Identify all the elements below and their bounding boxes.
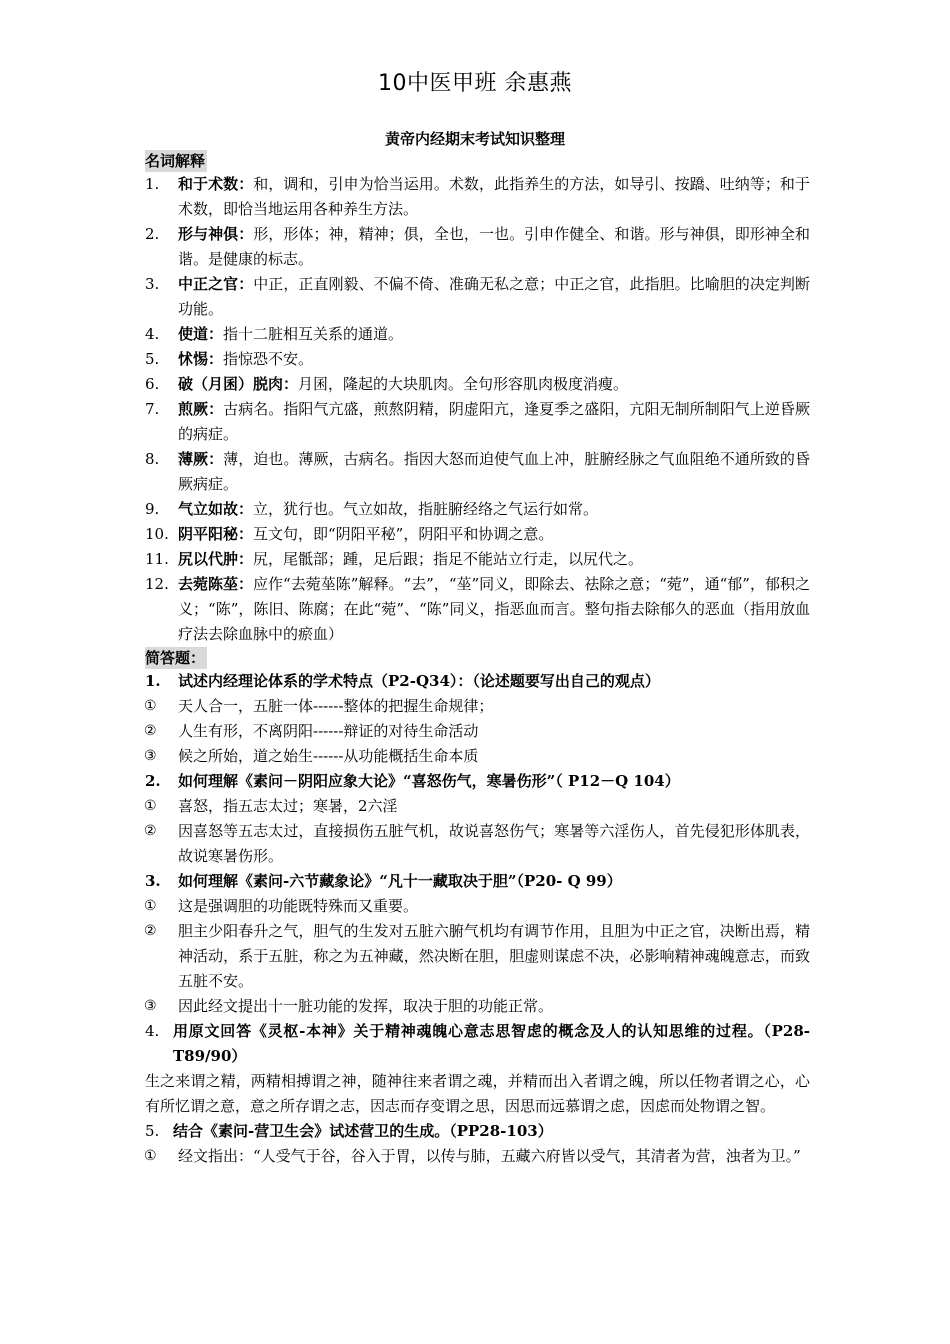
answer-item — [145, 994, 810, 1019]
term-word: 形与神俱： — [178, 225, 254, 243]
term-word: 阴平阳秘： — [178, 525, 254, 543]
term-item — [145, 272, 810, 322]
question-4 — [145, 1019, 810, 1069]
circled-number: ① — [144, 1148, 157, 1164]
circled-number: ① — [144, 698, 157, 714]
item-number: 6. — [145, 375, 160, 393]
question-2 — [145, 769, 810, 794]
circled-number: ① — [144, 898, 157, 914]
item-number: 1. — [145, 175, 160, 193]
answer-text: 人生有形，不离阴阳------辩证的对待生命活动 — [178, 722, 479, 740]
answer-text: 胆主少阳春升之气，胆气的生发对五脏六腑气机均有调节作用，且胆为中正之官，决断出焉，精神活动，系于五脏，称之为五神藏，然决断在胆，胆虚则谋虑不决，必影响精神魂魄意志，而致五脏不安。 — [178, 922, 810, 990]
term-item — [145, 372, 810, 397]
item-number: 12. — [145, 575, 169, 593]
term-definition: 薄，迫也。薄厥，古病名。指因大怒而迫使气血上冲，脏腑经脉之气血阻绝不通所致的昏厥病症。 — [178, 450, 810, 493]
term-item — [145, 347, 810, 372]
circled-number: ② — [144, 923, 157, 939]
term-item — [145, 522, 810, 547]
term-item — [145, 222, 810, 272]
item-number: 3. — [145, 275, 160, 293]
document-title: 黄帝内经期末考试知识整理 — [384, 130, 565, 148]
term-definition: 尻，尾骶部；踵，足后跟；指足不能站立行走，以尻代之。 — [253, 550, 644, 568]
term-item — [145, 397, 810, 447]
circled-number: ② — [144, 823, 157, 839]
question-3 — [145, 869, 810, 894]
term-item — [145, 447, 810, 497]
item-number: 9. — [145, 500, 160, 518]
term-definition: 立，犹行也。气立如故，指脏腑经络之气运行如常。 — [253, 500, 599, 518]
answer-text: 因此经文提出十一脏功能的发挥，取决于胆的功能正常。 — [178, 997, 554, 1015]
term-item — [145, 322, 810, 347]
section-heading-terms — [145, 150, 810, 172]
term-item — [145, 497, 810, 522]
document-body — [145, 150, 810, 1169]
term-definition: 指惊恐不安。 — [223, 350, 314, 368]
answer-paragraph: 生之来谓之精，两精相搏谓之神，随神往来者谓之魂，并精而出入者谓之魄，所以任物者谓之心，心有所忆谓之意，意之所存谓之志，因志而存变谓之思，因思而远慕谓之虑，因虑而处物谓之智。 — [145, 1072, 810, 1115]
answer-text: 喜怒，指五志太过；寒暑，2六淫 — [178, 797, 398, 815]
answer-text: 天人合一，五脏一体------整体的把握生命规律； — [178, 697, 494, 715]
circled-number: ③ — [144, 748, 157, 764]
question-number: 3. — [145, 872, 161, 890]
question-text: 用原文回答《灵枢-本神》关于精神魂魄心意志思智虑的概念及人的认知思维的过程。（P28-T89/90） — [173, 1022, 810, 1065]
item-number: 10. — [145, 525, 169, 543]
term-word: 薄厥： — [178, 450, 224, 468]
term-definition: 古病名。指阳气亢盛，煎熬阴精，阴虚阳亢，逢夏季之盛阳，亢阳无制所制阳气上逆昏厥的病症。 — [178, 400, 810, 443]
item-number: 4. — [145, 325, 160, 343]
answer-text: 因喜怒等五志太过，直接损伤五脏气机，故说喜怒伤气；寒暑等六淫伤人，首先侵犯形体肌表，故说寒暑伤形。 — [178, 822, 810, 865]
question-text: 如何理解《素问-六节藏象论》“凡十一藏取决于胆”（P20- Q 99） — [178, 872, 622, 890]
term-word: 和于术数： — [178, 175, 254, 193]
section-label: 名词解释 — [145, 152, 206, 170]
question-number: 5. — [145, 1122, 160, 1140]
answer-item — [145, 1144, 810, 1169]
question-text: 如何理解《素问－阴阳应象大论》“喜怒伤气，寒暑伤形”（ P12－Q 104） — [178, 772, 680, 790]
term-definition: 形，形体；神，精神；俱，全也，一也。引申作健全、和谐。形与神俱，即形神全和谐。是健康的标志。 — [178, 225, 810, 268]
term-definition: 中正，正直刚毅、不偏不倚、准确无私之意；中正之官，此指胆。比喻胆的决定判断功能。 — [178, 275, 810, 318]
term-word: 气立如故： — [178, 500, 254, 518]
answer-item — [145, 694, 810, 719]
answer-item — [145, 894, 810, 919]
item-number: 2. — [145, 225, 160, 243]
question-5 — [145, 1119, 810, 1144]
answer-item — [145, 919, 810, 994]
question-text: 试述内经理论体系的学术特点（P2-Q34）：（论述题要写出自己的观点） — [178, 672, 660, 690]
circled-number: ③ — [144, 998, 157, 1014]
term-definition: 指十二脏相互关系的通道。 — [223, 325, 404, 343]
item-number: 11. — [145, 550, 169, 568]
term-word: 破（月囷）脱肉： — [178, 375, 299, 393]
circled-number: ① — [144, 798, 157, 814]
answer-item — [145, 794, 810, 819]
answer-item — [145, 719, 810, 744]
item-number: 7. — [145, 400, 160, 418]
term-item — [145, 547, 810, 572]
section-heading-short-answer — [145, 647, 810, 669]
term-definition: 互文句，即“阴阳平秘”，阴阳平和协调之意。 — [253, 525, 554, 543]
term-word: 尻以代肿： — [178, 550, 254, 568]
item-number: 8. — [145, 450, 160, 468]
circled-number: ② — [144, 723, 157, 739]
term-definition: 月囷，隆起的大块肌肉。全句形容肌肉极度消瘦。 — [298, 375, 629, 393]
answer-item — [145, 744, 810, 769]
answer-item — [145, 819, 810, 869]
terms-list — [145, 172, 810, 647]
term-item — [145, 572, 810, 647]
term-definition: 应作“去菀莝陈”解释。“去”，“莝”同义，即除去、祛除之意；“菀”，通“郁”，郁积之义；“陈”，陈旧、陈腐；在此“菀”、“陈”同义，指恶血而言。整句指去除郁久的恶血（指用放血疗法去除血脉中的瘀血） — [178, 575, 810, 643]
term-word: 煎厥： — [178, 400, 224, 418]
term-word: 中正之官： — [178, 275, 254, 293]
section-label: 简答题： — [145, 649, 206, 667]
question-number: 4. — [145, 1022, 160, 1040]
item-number: 5. — [145, 350, 160, 368]
answer-text: 这是强调胆的功能既特殊而又重要。 — [178, 897, 419, 915]
term-word: 怵惕： — [178, 350, 224, 368]
term-word: 去菀陈莝： — [178, 575, 254, 593]
question-number: 2. — [145, 772, 161, 790]
question-text: 结合《素问-营卫生会》试述营卫的生成。（PP28-103） — [173, 1122, 553, 1140]
question-number: 1. — [145, 672, 161, 690]
term-definition: 和，调和，引申为恰当运用。术数，此指养生的方法，如导引、按蹻、吐纳等；和于术数，即恰当地运用各种养生方法。 — [178, 175, 810, 218]
answer-text: 候之所始，道之始生------从功能概括生命本质 — [178, 747, 479, 765]
answer-text: 经文指出：“人受气于谷，谷入于胃，以传与肺，五藏六府皆以受气，其清者为营，浊者为卫。” — [178, 1147, 801, 1165]
question-1 — [145, 669, 810, 694]
term-word: 使道： — [178, 325, 224, 343]
class-author-header: 10中医甲班 余惠燕 — [378, 71, 572, 96]
term-item — [145, 172, 810, 222]
